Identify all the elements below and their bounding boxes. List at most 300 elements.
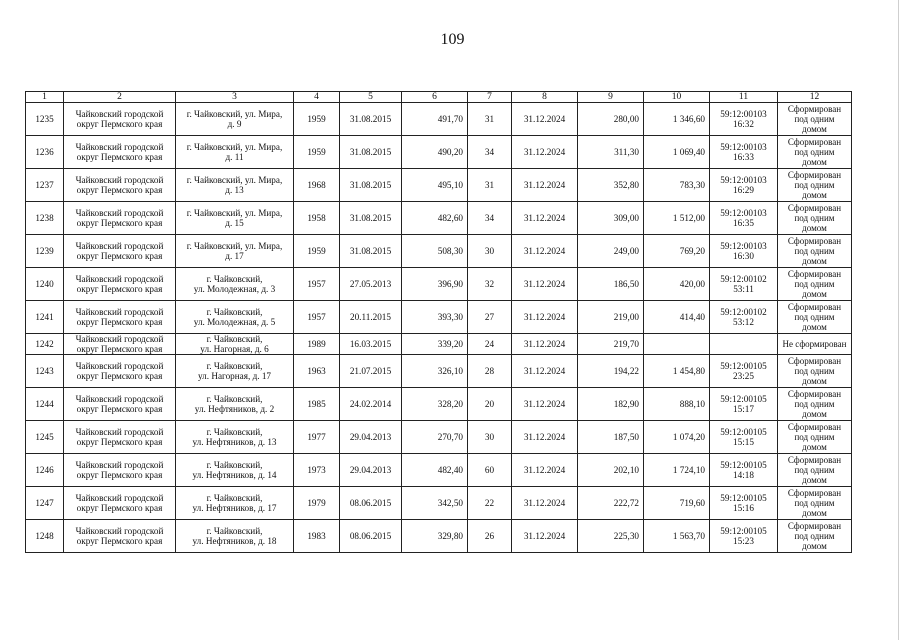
column-header-3: 3	[176, 92, 294, 103]
address-cell-line: ул. Нагорная, д. 6	[200, 344, 269, 354]
land-status-cell	[778, 487, 852, 520]
district-cell	[64, 421, 176, 454]
cadastral-number-cell	[710, 202, 778, 235]
scan-edge-line	[898, 0, 899, 640]
land-status-cell-line: под одним	[794, 147, 835, 157]
land-status-cell-line: Сформирован	[787, 302, 842, 312]
address-cell	[176, 136, 294, 169]
year-cell: 1989	[294, 334, 340, 355]
land-status-cell-line: Сформирован	[787, 203, 842, 213]
year-cell: 1958	[294, 202, 340, 235]
residents-cell: 27	[468, 301, 512, 334]
table-row	[26, 169, 852, 202]
area-cell: 396,90	[402, 268, 468, 301]
table-row	[26, 421, 852, 454]
district-cell-line: округ Пермского края	[76, 470, 163, 480]
column-header-1: 1	[26, 92, 64, 103]
area-cell: 495,10	[402, 169, 468, 202]
cadastral-number-cell	[710, 268, 778, 301]
recognition-date-cell: 29.04.2013	[340, 454, 402, 487]
address-cell-line: г. Чайковский,	[206, 460, 263, 470]
cadastral-number-cell-line: 59:12:00105	[720, 427, 767, 437]
column-header-8: 8	[512, 92, 578, 103]
district-cell-line: Чайковский городской	[75, 394, 164, 404]
district-cell-line: Чайковский городской	[75, 526, 164, 536]
district-cell-line: округ Пермского края	[76, 503, 163, 513]
table-row	[26, 235, 852, 268]
area-cell: 326,10	[402, 355, 468, 388]
table-header	[26, 92, 852, 103]
land-status-cell-line: домом	[802, 124, 827, 134]
land-status-cell	[778, 169, 852, 202]
cadastral-number-cell-line: 16:29	[733, 185, 754, 195]
district-cell-line: округ Пермского края	[76, 344, 163, 354]
land-status-cell-line: домом	[802, 190, 827, 200]
district-cell-line: Чайковский городской	[75, 427, 164, 437]
resettlement-date-cell: 31.12.2024	[512, 268, 578, 301]
address-cell-line: г. Чайковский,	[206, 274, 263, 284]
land-status-cell-line: Сформирован	[787, 389, 842, 399]
column-10-cell: 1 074,20	[644, 421, 710, 454]
area-cell: 339,20	[402, 334, 468, 355]
column-9-cell: 222,72	[578, 487, 644, 520]
housing-table	[25, 91, 852, 553]
cadastral-number-cell	[710, 388, 778, 421]
column-10-cell: 719,60	[644, 487, 710, 520]
address-cell-line: д. 11	[225, 152, 244, 162]
district-cell-line: Чайковский городской	[75, 241, 164, 251]
residents-cell: 31	[468, 103, 512, 136]
cadastral-number-cell	[710, 487, 778, 520]
column-10-cell: 783,30	[644, 169, 710, 202]
year-cell: 1959	[294, 235, 340, 268]
cadastral-number-cell	[710, 355, 778, 388]
row-number-cell: 1240	[26, 268, 64, 301]
land-status-cell-line: под одним	[794, 114, 835, 124]
address-cell-line: ул. Молодежная, д. 5	[193, 317, 276, 327]
address-cell-line: ул. Нагорная, д. 17	[197, 371, 272, 381]
column-10-cell: 1 069,40	[644, 136, 710, 169]
land-status-cell-line: Сформирован	[787, 269, 842, 279]
row-number-cell: 1246	[26, 454, 64, 487]
area-cell: 329,80	[402, 520, 468, 553]
residents-cell: 28	[468, 355, 512, 388]
district-cell	[64, 355, 176, 388]
resettlement-date-cell: 31.12.2024	[512, 487, 578, 520]
cadastral-number-cell	[710, 421, 778, 454]
land-status-cell-line: домом	[802, 376, 827, 386]
column-header-5: 5	[340, 92, 402, 103]
column-header-7: 7	[468, 92, 512, 103]
recognition-date-cell: 31.08.2015	[340, 169, 402, 202]
address-cell-line: г. Чайковский,	[206, 334, 263, 344]
address-cell-line: ул. Нефтяников, д. 13	[192, 437, 277, 447]
land-status-cell-line: домом	[802, 256, 827, 266]
cadastral-number-cell-line: 53:11	[733, 284, 754, 294]
residents-cell: 30	[468, 421, 512, 454]
land-status-cell-line: под одним	[794, 213, 835, 223]
cadastral-number-cell-line: 23:25	[733, 371, 754, 381]
area-cell: 490,20	[402, 136, 468, 169]
area-cell: 491,70	[402, 103, 468, 136]
column-9-cell: 219,00	[578, 301, 644, 334]
district-cell	[64, 136, 176, 169]
address-cell-line: г. Чайковский,	[206, 307, 263, 317]
column-9-cell: 280,00	[578, 103, 644, 136]
column-9-cell: 202,10	[578, 454, 644, 487]
row-number-cell: 1247	[26, 487, 64, 520]
land-status-cell-line: домом	[802, 322, 827, 332]
address-cell-line: г. Чайковский,	[206, 526, 263, 536]
area-cell: 270,70	[402, 421, 468, 454]
cadastral-number-cell	[710, 301, 778, 334]
address-cell-line: ул. Нефтяников, д. 14	[192, 470, 277, 480]
cadastral-number-cell-line: 53:12	[733, 317, 754, 327]
recognition-date-cell: 31.08.2015	[340, 235, 402, 268]
district-cell	[64, 202, 176, 235]
address-cell	[176, 334, 294, 355]
resettlement-date-cell: 31.12.2024	[512, 421, 578, 454]
address-cell	[176, 421, 294, 454]
address-cell-line: г. Чайковский, ул. Мира,	[186, 109, 283, 119]
land-status-cell-line: Сформирован	[787, 104, 842, 114]
cadastral-number-cell-line: 15:16	[733, 503, 754, 513]
land-status-cell-line: домом	[802, 475, 827, 485]
cadastral-number-cell-line: 59:12:00105	[720, 526, 767, 536]
resettlement-date-cell: 31.12.2024	[512, 334, 578, 355]
year-cell: 1979	[294, 487, 340, 520]
address-cell-line: ул. Молодежная, д. 3	[193, 284, 276, 294]
land-status-cell	[778, 103, 852, 136]
table-row	[26, 202, 852, 235]
district-cell	[64, 388, 176, 421]
column-header-11: 11	[710, 92, 778, 103]
area-cell: 393,30	[402, 301, 468, 334]
land-status-cell	[778, 202, 852, 235]
land-status-cell-line: домом	[802, 289, 827, 299]
land-status-cell-line: под одним	[794, 498, 835, 508]
district-cell-line: округ Пермского края	[76, 437, 163, 447]
column-header-12: 12	[778, 92, 852, 103]
table-row	[26, 520, 852, 553]
district-cell-line: Чайковский городской	[75, 175, 164, 185]
address-cell-line: ул. Нефтяников, д. 17	[192, 503, 277, 513]
district-cell-line: округ Пермского края	[76, 251, 163, 261]
residents-cell: 60	[468, 454, 512, 487]
residents-cell: 26	[468, 520, 512, 553]
column-10-cell: 769,20	[644, 235, 710, 268]
land-status-cell-line: под одним	[794, 279, 835, 289]
district-cell-line: Чайковский городской	[75, 274, 164, 284]
cadastral-number-cell-line: 15:15	[733, 437, 754, 447]
resettlement-date-cell: 31.12.2024	[512, 202, 578, 235]
area-cell: 342,50	[402, 487, 468, 520]
land-status-cell	[778, 301, 852, 334]
residents-cell: 31	[468, 169, 512, 202]
address-cell	[176, 268, 294, 301]
page-number: 109	[440, 31, 465, 48]
recognition-date-cell: 20.11.2015	[340, 301, 402, 334]
column-10-cell: 888,10	[644, 388, 710, 421]
cadastral-number-cell	[710, 235, 778, 268]
residents-cell: 30	[468, 235, 512, 268]
year-cell: 1959	[294, 103, 340, 136]
column-9-cell: 249,00	[578, 235, 644, 268]
cadastral-number-cell	[710, 136, 778, 169]
address-cell-line: г. Чайковский, ул. Мира,	[186, 208, 283, 218]
column-9-cell: 186,50	[578, 268, 644, 301]
district-cell-line: округ Пермского края	[76, 119, 163, 129]
cadastral-number-cell-line: 59:12:00103	[720, 109, 767, 119]
address-cell-line: г. Чайковский,	[206, 427, 263, 437]
column-header-9: 9	[578, 92, 644, 103]
district-cell-line: Чайковский городской	[75, 334, 164, 344]
land-status-cell-line: домом	[802, 541, 827, 551]
residents-cell: 22	[468, 487, 512, 520]
recognition-date-cell: 31.08.2015	[340, 136, 402, 169]
land-status-cell-line: домом	[802, 223, 827, 233]
land-status-cell-line: под одним	[794, 246, 835, 256]
district-cell-line: Чайковский городской	[75, 361, 164, 371]
district-cell	[64, 454, 176, 487]
district-cell	[64, 520, 176, 553]
resettlement-date-cell: 31.12.2024	[512, 388, 578, 421]
cadastral-number-cell-line: 59:12:00105	[720, 394, 767, 404]
row-number-cell: 1237	[26, 169, 64, 202]
cadastral-number-cell-line: 59:12:00102	[720, 307, 767, 317]
district-cell	[64, 103, 176, 136]
recognition-date-cell: 31.08.2015	[340, 202, 402, 235]
address-cell-line: д. 17	[225, 251, 244, 261]
cadastral-number-cell-line: 14:18	[733, 470, 754, 480]
residents-cell: 20	[468, 388, 512, 421]
land-status-cell-line: под одним	[794, 180, 835, 190]
residents-cell: 24	[468, 334, 512, 355]
land-status-cell-line: домом	[802, 508, 827, 518]
year-cell: 1957	[294, 301, 340, 334]
recognition-date-cell: 08.06.2015	[340, 520, 402, 553]
address-cell-line: д. 15	[225, 218, 244, 228]
address-cell	[176, 301, 294, 334]
address-cell	[176, 454, 294, 487]
cadastral-number-cell-line: 59:12:00105	[720, 460, 767, 470]
year-cell: 1985	[294, 388, 340, 421]
cadastral-number-cell-line: 59:12:00103	[720, 241, 767, 251]
table-row	[26, 454, 852, 487]
land-status-cell	[778, 136, 852, 169]
column-10-cell: 420,00	[644, 268, 710, 301]
table-row	[26, 388, 852, 421]
resettlement-date-cell: 31.12.2024	[512, 169, 578, 202]
district-cell	[64, 169, 176, 202]
recognition-date-cell: 27.05.2013	[340, 268, 402, 301]
recognition-date-cell: 29.04.2013	[340, 421, 402, 454]
recognition-date-cell: 31.08.2015	[340, 103, 402, 136]
land-status-cell-line: домом	[802, 409, 827, 419]
year-cell: 1957	[294, 268, 340, 301]
land-status-cell-line: Сформирован	[787, 422, 842, 432]
address-cell-line: д. 13	[225, 185, 244, 195]
area-cell: 482,60	[402, 202, 468, 235]
column-header-10: 10	[644, 92, 710, 103]
cadastral-number-cell-line: 59:12:00103	[720, 142, 767, 152]
column-9-cell: 352,80	[578, 169, 644, 202]
table-row	[26, 136, 852, 169]
column-header-2: 2	[64, 92, 176, 103]
address-cell-line: д. 9	[227, 119, 242, 129]
resettlement-date-cell: 31.12.2024	[512, 301, 578, 334]
resettlement-date-cell: 31.12.2024	[512, 103, 578, 136]
area-cell: 328,20	[402, 388, 468, 421]
area-cell: 508,30	[402, 235, 468, 268]
recognition-date-cell: 24.02.2014	[340, 388, 402, 421]
land-status-cell	[778, 454, 852, 487]
district-cell	[64, 301, 176, 334]
district-cell-line: Чайковский городской	[75, 208, 164, 218]
district-cell-line: Чайковский городской	[75, 109, 164, 119]
land-status-cell-line: Сформирован	[787, 170, 842, 180]
district-cell	[64, 268, 176, 301]
residents-cell: 34	[468, 202, 512, 235]
district-cell-line: округ Пермского края	[76, 371, 163, 381]
cadastral-number-cell-line: 16:35	[733, 218, 754, 228]
district-cell-line: округ Пермского края	[76, 152, 163, 162]
row-number-cell: 1245	[26, 421, 64, 454]
address-cell	[176, 202, 294, 235]
year-cell: 1968	[294, 169, 340, 202]
column-9-cell: 225,30	[578, 520, 644, 553]
address-cell-line: г. Чайковский,	[206, 394, 263, 404]
column-10-cell: 1 346,60	[644, 103, 710, 136]
table-body	[26, 103, 852, 553]
land-status-cell-line: под одним	[794, 366, 835, 376]
column-9-cell: 182,90	[578, 388, 644, 421]
column-10-cell: 414,40	[644, 301, 710, 334]
recognition-date-cell: 16.03.2015	[340, 334, 402, 355]
cadastral-number-cell	[710, 103, 778, 136]
residents-cell: 32	[468, 268, 512, 301]
land-status-cell-line: под одним	[794, 432, 835, 442]
year-cell: 1973	[294, 454, 340, 487]
district-cell-line: Чайковский городской	[75, 142, 164, 152]
table-row	[26, 103, 852, 136]
row-number-cell: 1242	[26, 334, 64, 355]
district-cell-line: округ Пермского края	[76, 317, 163, 327]
address-cell-line: ул. Нефтяников, д. 2	[194, 404, 275, 414]
row-number-cell: 1238	[26, 202, 64, 235]
cadastral-number-cell-line: 16:33	[733, 152, 754, 162]
table-row	[26, 301, 852, 334]
address-cell-line: г. Чайковский,	[206, 361, 263, 371]
district-cell-line: округ Пермского края	[76, 536, 163, 546]
land-status-cell	[778, 235, 852, 268]
table-row	[26, 355, 852, 388]
land-status-cell-line: домом	[802, 442, 827, 452]
cadastral-number-cell-line: 59:12:00105	[720, 493, 767, 503]
land-status-cell-line: Сформирован	[787, 521, 842, 531]
cadastral-number-cell	[710, 520, 778, 553]
address-cell-line: г. Чайковский, ул. Мира,	[186, 142, 283, 152]
address-cell	[176, 235, 294, 268]
district-cell-line: округ Пермского края	[76, 404, 163, 414]
table-row	[26, 268, 852, 301]
row-number-cell: 1239	[26, 235, 64, 268]
land-status-cell-line: под одним	[794, 399, 835, 409]
cadastral-number-cell-line: 59:12:00102	[720, 274, 767, 284]
cadastral-number-cell-line: 59:12:00103	[720, 208, 767, 218]
year-cell: 1977	[294, 421, 340, 454]
table-row	[26, 334, 852, 355]
address-cell	[176, 388, 294, 421]
year-cell: 1983	[294, 520, 340, 553]
row-number-cell: 1243	[26, 355, 64, 388]
column-9-cell: 194,22	[578, 355, 644, 388]
cadastral-number-cell-line: 15:23	[733, 536, 754, 546]
land-status-cell-line: Сформирован	[787, 137, 842, 147]
column-10-cell: 1 724,10	[644, 454, 710, 487]
land-status-cell-line: под одним	[794, 465, 835, 475]
column-9-cell: 187,50	[578, 421, 644, 454]
address-cell	[176, 355, 294, 388]
address-cell-line: г. Чайковский, ул. Мира,	[186, 175, 283, 185]
cadastral-number-cell	[710, 454, 778, 487]
year-cell: 1959	[294, 136, 340, 169]
land-status-cell	[778, 334, 852, 355]
cadastral-number-cell-line: 15:17	[733, 404, 754, 414]
land-status-cell	[778, 388, 852, 421]
land-status-cell	[778, 268, 852, 301]
address-cell-line: ул. Нефтяников, д. 18	[192, 536, 277, 546]
column-9-cell: 219,70	[578, 334, 644, 355]
resettlement-date-cell: 31.12.2024	[512, 355, 578, 388]
district-cell-line: округ Пермского края	[76, 284, 163, 294]
land-status-cell-line: Сформирован	[787, 455, 842, 465]
district-cell	[64, 235, 176, 268]
row-number-cell: 1235	[26, 103, 64, 136]
district-cell-line: округ Пермского края	[76, 218, 163, 228]
land-status-cell	[778, 421, 852, 454]
resettlement-date-cell: 31.12.2024	[512, 454, 578, 487]
district-cell-line: Чайковский городской	[75, 460, 164, 470]
resettlement-date-cell: 31.12.2024	[512, 136, 578, 169]
land-status-cell-line: под одним	[794, 312, 835, 322]
land-status-cell	[778, 355, 852, 388]
district-cell	[64, 334, 176, 355]
cadastral-number-cell	[710, 169, 778, 202]
recognition-date-cell: 08.06.2015	[340, 487, 402, 520]
row-number-cell: 1244	[26, 388, 64, 421]
column-header-4: 4	[294, 92, 340, 103]
resettlement-date-cell: 31.12.2024	[512, 520, 578, 553]
district-cell-line: округ Пермского края	[76, 185, 163, 195]
header-row	[26, 92, 852, 103]
column-10-cell	[644, 334, 710, 355]
resettlement-date-cell: 31.12.2024	[512, 235, 578, 268]
cadastral-number-cell-line: 16:30	[733, 251, 754, 261]
column-header-6: 6	[402, 92, 468, 103]
area-cell: 482,40	[402, 454, 468, 487]
address-cell	[176, 520, 294, 553]
row-number-cell: 1236	[26, 136, 64, 169]
district-cell	[64, 487, 176, 520]
address-cell	[176, 103, 294, 136]
year-cell: 1963	[294, 355, 340, 388]
column-9-cell: 309,00	[578, 202, 644, 235]
housing-table-container	[25, 91, 851, 553]
row-number-cell: 1248	[26, 520, 64, 553]
district-cell-line: Чайковский городской	[75, 307, 164, 317]
address-cell-line: г. Чайковский, ул. Мира,	[186, 241, 283, 251]
